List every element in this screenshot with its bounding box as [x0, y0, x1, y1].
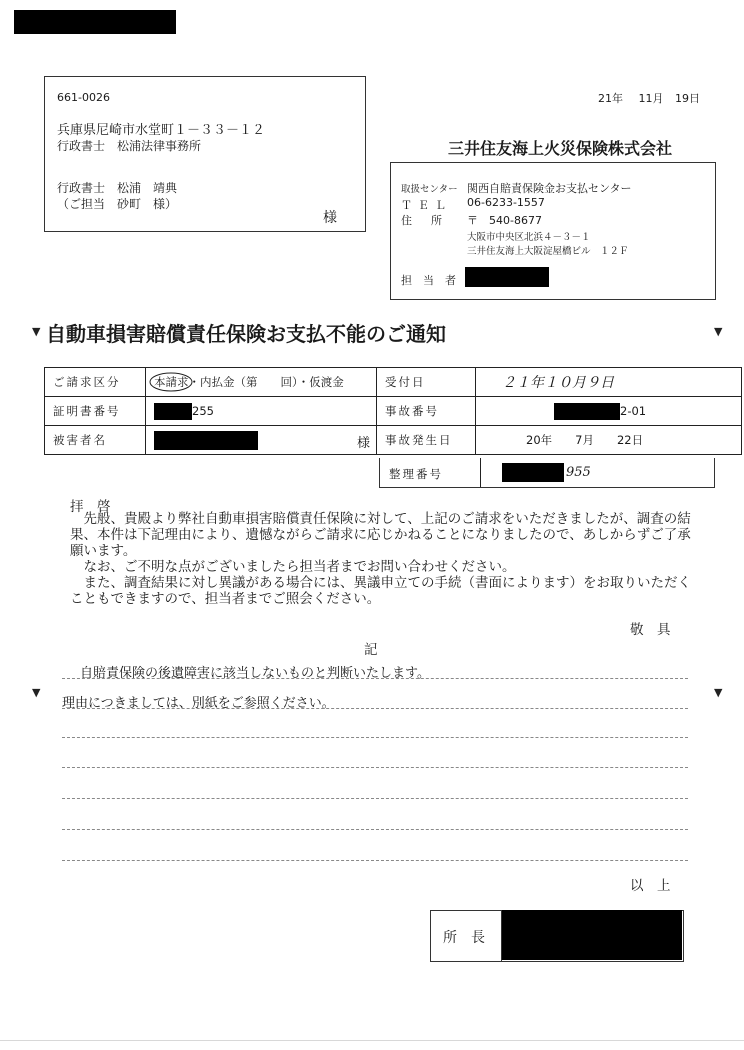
letter-body	[70, 511, 698, 607]
letter-paragraph-2: なお、ご不明な点がございましたら担当者までお問い合わせください。	[70, 559, 516, 575]
reason-rule-6	[62, 829, 688, 830]
date-day: 19日	[675, 92, 700, 105]
letter-end: 以 上	[630, 878, 671, 894]
ref-row	[379, 458, 715, 488]
redaction-ref	[502, 463, 564, 482]
sender-box	[390, 162, 716, 300]
marker-left-reason: ▼	[32, 686, 41, 699]
recipient-honorific: 様	[323, 210, 337, 226]
letter-paragraph-3: また、調査結果に対し異議がある場合には、異議申立ての手続（書面によります）をお取りいただくこともできますので、担当者までご照会ください。	[70, 575, 691, 607]
recipient-contact: （ご担当 砂町 様）	[57, 197, 178, 211]
center-name: 関西自賠責保険金お支払センター	[467, 182, 632, 195]
victim-cell	[146, 426, 377, 455]
letter-paragraph-1: 先般、貴殿より弊社自動車損害賠償責任保険に対して、上記のご請求をいただきましたが、調査の結果、本件は下記理由により、遺憾ながらご請求に応じかねることになりましたので、あしからずご了承願います。	[70, 511, 691, 559]
accident-date-label: 事故発生日	[377, 426, 476, 455]
redaction-header	[14, 10, 176, 34]
date	[598, 90, 700, 106]
page-bottom-rule	[0, 1040, 744, 1041]
cert-value: 255	[192, 403, 214, 418]
document-title: 自動車損害賠償責任保険お支払不能のご通知	[46, 322, 446, 346]
addr-line2: 三井住友海上大阪淀屋橋ビル １２Ｆ	[467, 246, 629, 257]
addr-label: 住 所	[401, 214, 446, 227]
marker-right-title: ▼	[714, 325, 723, 338]
marker-left-title: ▼	[32, 325, 41, 338]
recipient-name: 行政書士 松浦 靖典	[57, 181, 178, 195]
date-month: 11月	[638, 92, 664, 105]
redaction-victim	[154, 431, 258, 450]
reason-rule-3	[62, 737, 688, 738]
claim-type-label: ご請求区分	[45, 368, 146, 397]
ref-value: 955	[566, 465, 591, 480]
marker-right-reason: ▼	[714, 686, 723, 699]
addr-zip: 〒 540-8677	[467, 214, 542, 227]
reason-rule-1	[62, 678, 688, 679]
received-value: ２１年１０月９日	[476, 368, 742, 397]
redaction-accident-no	[554, 403, 620, 420]
ref-divider	[480, 458, 481, 487]
accident-date-value: 20年 7月 22日	[476, 426, 742, 455]
recipient-postal: 661-0026	[57, 91, 110, 104]
manager-label: 所 長	[443, 930, 485, 946]
recipient-office: 行政書士 松浦法律事務所	[57, 139, 202, 153]
accident-no-cell	[476, 397, 742, 426]
accident-no-value: 2-01	[620, 403, 647, 418]
redaction-staff	[465, 267, 549, 287]
recipient-box	[44, 76, 366, 232]
tel-label: ＴＥＬ	[401, 199, 452, 212]
claim-type-text: 本請求・内払金（第 回）・仮渡金	[154, 375, 344, 389]
cert-cell	[146, 397, 377, 426]
claim-info-table	[44, 367, 742, 455]
victim-honorific: 様	[356, 436, 370, 451]
tel-number: 06-6233-1557	[467, 196, 545, 209]
letter-opening: 拝 啓	[70, 499, 111, 515]
reason-rule-5	[62, 798, 688, 799]
cert-label: 証明書番号	[45, 397, 146, 426]
received-label: 受付日	[377, 368, 476, 397]
addr-line1: 大阪市中央区北浜４－３－１	[467, 232, 591, 243]
victim-label: 被害者名	[45, 426, 146, 455]
date-year: 21年	[598, 92, 623, 105]
letter-closing: 敬 具	[630, 622, 671, 638]
claim-type-value	[146, 368, 377, 397]
recipient-address: 兵庫県尼崎市水堂町１－３３－１２	[57, 123, 266, 138]
accident-no-label: 事故番号	[377, 397, 476, 426]
redaction-cert	[154, 403, 192, 420]
redaction-manager	[502, 910, 682, 960]
company-name: 三井住友海上火災保険株式会社	[448, 139, 673, 158]
reason-rule-7	[62, 860, 688, 861]
center-label: 取扱センター	[401, 184, 458, 195]
reason-line-1: 自賠責保険の後遺障害に該当しないものと判断いたします。	[80, 666, 430, 681]
ref-label: 整理番号	[389, 467, 443, 481]
handwritten-circle-mark	[148, 371, 194, 393]
staff-label: 担 当 者	[401, 274, 456, 287]
reason-line-2: 理由につきましては、別紙をご参照ください。	[62, 696, 335, 711]
reason-rule-4	[62, 767, 688, 768]
letter-ki: 記	[364, 642, 378, 658]
reason-rule-2	[62, 708, 688, 709]
